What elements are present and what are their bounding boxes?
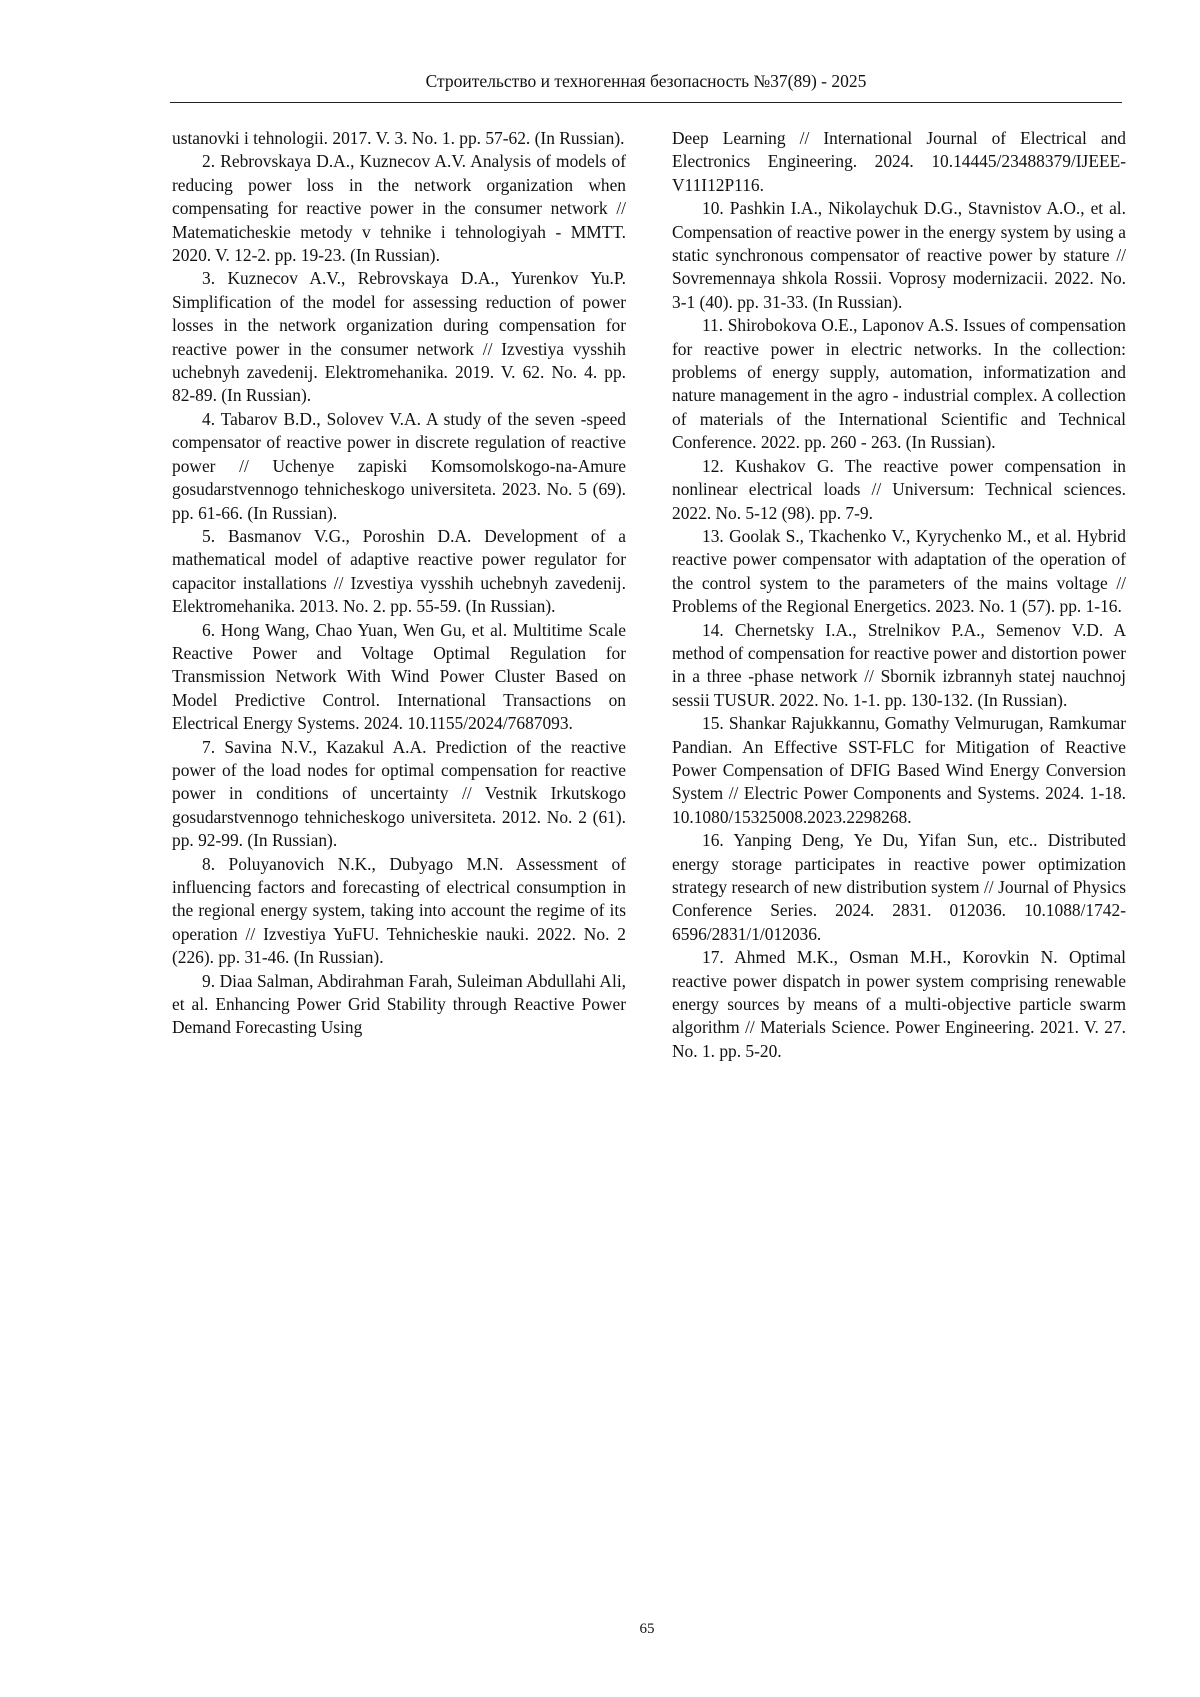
reference-item-15: 15. Shankar Rajukkannu, Gomathy Velmurugan, Ramkumar Pandian. An Effective SST-FLC for Mitigation of Reactive Power Compensation of DFIG Based Wind Energy Conversion System // Electric Power Components and Systems. 2024. 1-18. 10.1080/15325008.2023.2298268. bbox=[672, 713, 1126, 827]
reference-item-3: 3. Kuznecov A.V., Rebrovskaya D.A., Yurenkov Yu.P. Simplification of the model for assessing reduction of power losses in the network organization during compensation for reactive power in the consumer network // Izvestiya vysshih uchebnyh zavedenij. Elektromehanika. 2019. V. 62. No. 4. pp. 82-89. (In Russian). bbox=[172, 268, 626, 406]
header-rule bbox=[170, 102, 1122, 103]
reference-item-16: 16. Yanping Deng, Ye Du, Yifan Sun, etc.. Distributed energy storage participates in reactive power optimization strategy research of new distribution system // Journal of Physics Conference Series. 2024. 2831. 012036. 10.1088/1742-6596/2831/1/012036. bbox=[672, 830, 1126, 944]
reference-item-11: 11. Shirobokova O.E., Laponov A.S. Issues of compensation for reactive power in electric networks. In the collection: problems of energy supply, automation, informatization and nature management in the agro - industrial complex. A collection of materials of the International Scientific and Technical Conference. 2022. pp. 260 - 263. (In Russian). bbox=[672, 315, 1126, 453]
running-header: Строительство и техногенная безопасность №37(89) - 2025 bbox=[425, 71, 867, 91]
reference-item-14: 14. Chernetsky I.A., Strelnikov P.A., Semenov V.D. A method of compensation for reactive power and distortion power in a three -phase network // Sbornik izbrannyh statej nauchnoj sessii TUSUR. 2022. No. 1-1. pp. 130-132. (In Russian). bbox=[672, 619, 1126, 710]
references-left-column bbox=[172, 127, 626, 1040]
reference-item-9: 9. Diaa Salman, Abdirahman Farah, Suleiman Abdullahi Ali, et al. Enhancing Power Grid Stability through Reactive Power Demand Forecasting Using bbox=[172, 970, 626, 1038]
reference-item-12: 12. Kushakov G. The reactive power compensation in nonlinear electrical loads // Universum: Technical sciences. 2022. No. 5-12 (98). pp. 7-9. bbox=[672, 455, 1126, 523]
reference-item-13: 13. Goolak S., Tkachenko V., Kyrychenko M., et al. Hybrid reactive power compensator with adaptation of the operation of the control system to the parameters of the mains voltage // Problems of the Regional Energetics. 2023. No. 1 (57). pp. 1-16. bbox=[672, 525, 1126, 617]
reference-item-8: 8. Poluyanovich N.K., Dubyago M.N. Assessment of influencing factors and forecasting of electrical consumption in the regional energy system, taking into account the regime of its operation // Izvestiya YuFU. Tehnicheskie nauki. 2022. No. 2 (226). pp. 31-46. (In Russian). bbox=[172, 853, 626, 968]
reference-item-7: 7. Savina N.V., Kazakul A.A. Prediction of the reactive power of the load nodes for optimal compensation for reactive power in conditions of uncertainty // Vestnik Irkutskogo gosudarstvennogo tehnicheskogo universiteta. 2012. No. 2 (61). pp. 92-99. (In Russian). bbox=[172, 736, 626, 851]
reference-continuation: ustanovki i tehnologii. 2017. V. 3. No. 1. pp. 57-62. (In Russian). bbox=[172, 128, 625, 148]
reference-item-5: 5. Basmanov V.G., Poroshin D.A. Development of a mathematical model of adaptive reactive power regulator for capacitor installations // Izvestiya vysshih uchebnyh zavedenij. Elektromehanika. 2013. No. 2. pp. 55-59. (In Russian). bbox=[172, 525, 626, 617]
reference-continuation: Deep Learning // International Journal of Electrical and Electronics Engineering. 2024. 10.14445/23488379/IJEEE-V11I12P116. bbox=[672, 128, 1126, 195]
reference-item-17: 17. Ahmed M.K., Osman M.H., Korovkin N. Optimal reactive power dispatch in power system comprising renewable energy sources by means of a multi-objective particle swarm algorithm // Materials Science. Power Engineering. 2021. V. 27. No. 1. pp. 5-20. bbox=[672, 947, 1126, 1061]
reference-item-10: 10. Pashkin I.A., Nikolaychuk D.G., Stavnistov A.O., et al. Compensation of reactive power in the energy system by using a static synchronous compensator of reactive power by stature // Sovremennaya shkola Rossii. Voprosy modernizacii. 2022. No. 3-1 (40). pp. 31-33. (In Russian). bbox=[672, 198, 1126, 312]
reference-item-2: 2. Rebrovskaya D.A., Kuznecov A.V. Analysis of models of reducing power loss in the network organization when compensating for reactive power in the consumer network // Matematicheskie metody v tehnike i tehnologiyah - MMTT. 2020. V. 12-2. pp. 19-23. (In Russian). bbox=[172, 151, 626, 266]
references-right-column bbox=[672, 127, 1126, 1063]
page-number: 65 bbox=[639, 1621, 655, 1637]
reference-item-4: 4. Tabarov B.D., Solovev V.A. A study of the seven -speed compensator of reactive power in discrete regulation of reactive power // Uchenye zapiski Komsomolskogo-na-Amure gosudarstvennogo tehnicheskogo universiteta. 2023. No. 5 (69). pp. 61-66. (In Russian). bbox=[172, 408, 626, 523]
reference-item-6: 6. Hong Wang, Chao Yuan, Wen Gu, et al. Multitime Scale Reactive Power and Voltage Optimal Regulation for Transmission Network With Wind Power Cluster Based on Model Predictive Control. International Transactions on Electrical Energy Systems. 2024. 10.1155/2024/7687093. bbox=[172, 619, 626, 734]
